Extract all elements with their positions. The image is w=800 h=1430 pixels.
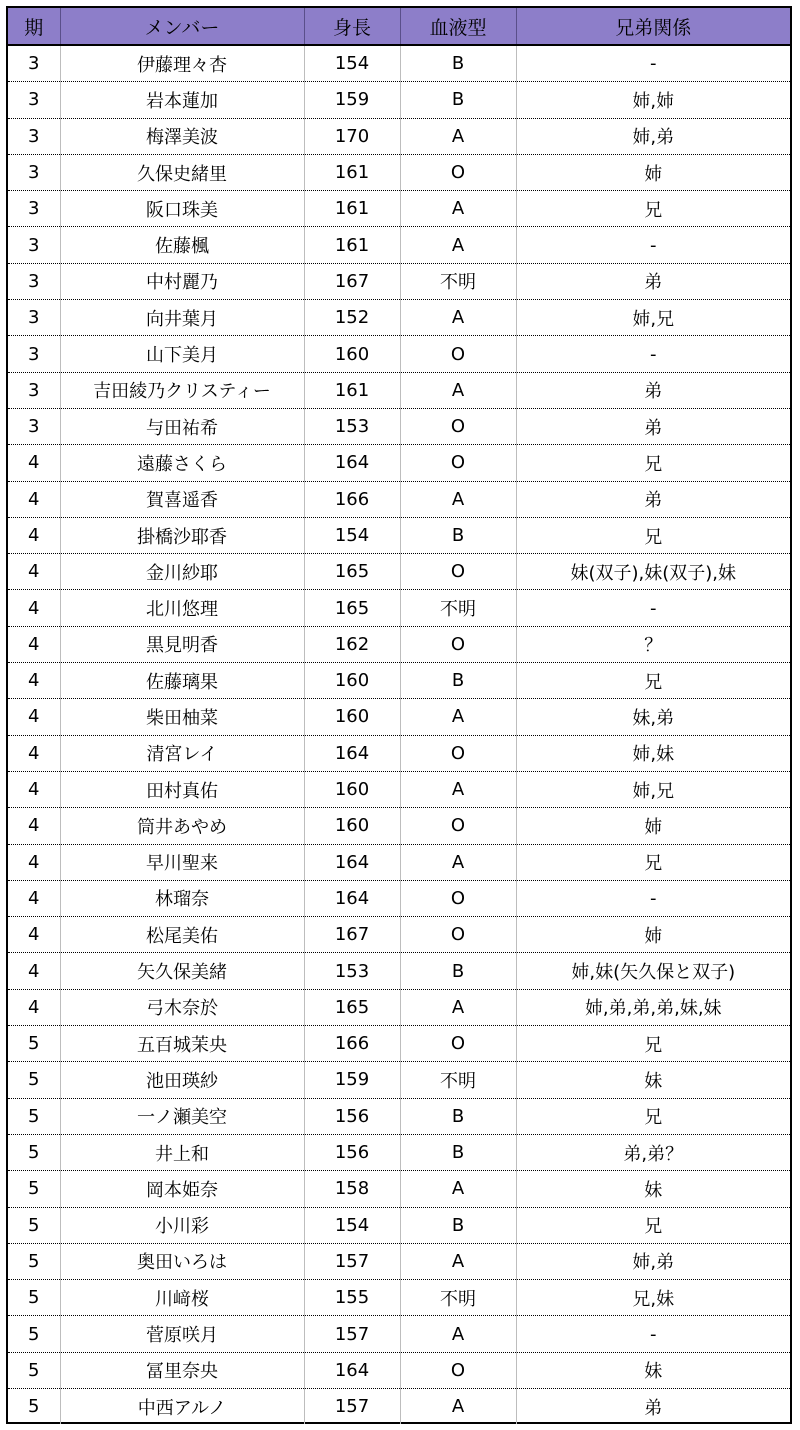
header-height: 身長 [304,8,400,45]
cell-siblings: 妹,弟 [516,699,790,735]
table-row [8,989,790,1025]
cell-generation: 5 [8,1171,60,1207]
cell-member: 岡本姫奈 [60,1171,304,1207]
cell-blood-type: B [400,1098,516,1134]
cell-height: 164 [304,735,400,771]
cell-height: 153 [304,408,400,444]
table-row [8,45,790,82]
cell-member: 松尾美佑 [60,917,304,953]
table-row [8,1280,790,1316]
cell-member: 林瑠奈 [60,880,304,916]
table-row [8,481,790,517]
cell-blood-type: A [400,191,516,227]
cell-member: 佐藤楓 [60,227,304,263]
cell-siblings: 弟 [516,1388,790,1424]
table-row [8,880,790,916]
table-row [8,118,790,154]
table-row [8,1388,790,1424]
cell-height: 162 [304,626,400,662]
table-row [8,1134,790,1170]
table-row [8,1171,790,1207]
cell-generation: 4 [8,626,60,662]
cell-height: 155 [304,1280,400,1316]
cell-blood-type: A [400,372,516,408]
cell-siblings: 妹 [516,1171,790,1207]
cell-member: 五百城茉央 [60,1026,304,1062]
cell-siblings: 姉,弟,弟,弟,妹,妹 [516,989,790,1025]
cell-blood-type: O [400,445,516,481]
cell-siblings: 兄 [516,517,790,553]
cell-blood-type: B [400,663,516,699]
cell-member: 賀喜遥香 [60,481,304,517]
cell-generation: 3 [8,372,60,408]
cell-blood-type: O [400,917,516,953]
cell-siblings: 姉,兄 [516,771,790,807]
cell-generation: 5 [28,1396,40,1418]
cell-height: 160 [304,699,400,735]
cell-siblings: ？ [516,626,790,662]
cell-height: 161 [304,191,400,227]
cell-blood-type: B [400,1207,516,1243]
cell-member: 早川聖来 [60,844,304,880]
cell-blood-type: 不明 [400,263,516,299]
cell-siblings: - [516,1316,790,1352]
cell-siblings: 姉,弟 [516,118,790,154]
cell-blood-type: O [400,336,516,372]
table-row [8,1098,790,1134]
cell-member: 遠藤さくら [60,445,304,481]
cell-height: 158 [304,1171,400,1207]
cell-height: 161 [304,372,400,408]
cell-height: 166 [304,1026,400,1062]
cell-blood-type: O [400,1352,516,1388]
cell-generation: 4 [8,663,60,699]
cell-member: 井上和 [60,1134,304,1170]
cell-member: 菅原咲月 [60,1316,304,1352]
cell-siblings: - [516,336,790,372]
table-row [8,699,790,735]
members-table-frame [6,6,792,1424]
cell-member: 中村麗乃 [60,263,304,299]
cell-height: 159 [304,82,400,118]
table-row [8,336,790,372]
cell-generation: 3 [8,300,60,336]
cell-siblings: 兄 [516,1207,790,1243]
cell-height: 154 [304,45,400,82]
cell-siblings: 弟 [516,372,790,408]
cell-blood-type: 不明 [400,1280,516,1316]
cell-height: 160 [304,808,400,844]
table-row [8,263,790,299]
table-header [8,8,790,45]
cell-height: 164 [304,445,400,481]
cell-generation: 5 [8,1316,60,1352]
table-row [8,735,790,771]
cell-member: 川﨑桜 [60,1280,304,1316]
cell-member: 与田祐希 [60,408,304,444]
cell-blood-type: A [400,227,516,263]
cell-generation: 4 [8,699,60,735]
cell-member: 伊藤理々杏 [60,45,304,82]
cell-generation: 4 [8,844,60,880]
cell-siblings: 兄 [516,663,790,699]
table-row [8,227,790,263]
cell-height: 156 [304,1098,400,1134]
table-row [8,408,790,444]
cell-height: 159 [304,1062,400,1098]
cell-height: 154 [304,1207,400,1243]
table-body [8,45,790,1424]
cell-siblings: 妹 [516,1062,790,1098]
cell-member: 池田瑛紗 [60,1062,304,1098]
cell-siblings: - [516,227,790,263]
cell-blood-type: O [400,808,516,844]
cell-blood-type: O [400,1026,516,1062]
cell-blood-type: B [400,45,516,82]
cell-generation: 3 [8,45,60,82]
cell-blood-type: B [400,1134,516,1170]
cell-blood-type: O [400,554,516,590]
cell-blood-type: 不明 [400,590,516,626]
cell-height: 160 [304,663,400,699]
cell-member: 阪口珠美 [60,191,304,227]
table-row [8,1207,790,1243]
cell-generation: 4 [8,590,60,626]
header-siblings: 兄弟関係 [516,8,790,45]
cell-member: 筒井あやめ [60,808,304,844]
cell-generation: 5 [8,1098,60,1134]
cell-member: 佐藤璃果 [60,663,304,699]
cell-blood-type: B [400,82,516,118]
cell-generation: 5 [8,1207,60,1243]
cell-height: 170 [304,118,400,154]
table-row [8,554,790,590]
cell-height: 167 [304,917,400,953]
cell-member: 柴田柚菜 [60,699,304,735]
table-row [8,917,790,953]
cell-siblings: 妹(双子),妹(双子),妹 [516,554,790,590]
cell-member: 一ノ瀬美空 [60,1098,304,1134]
cell-height: 165 [304,989,400,1025]
table-row [8,191,790,227]
cell-blood-type: A [400,1243,516,1279]
table-row [8,1243,790,1279]
cell-height: 156 [304,1134,400,1170]
cell-height: 165 [304,554,400,590]
cell-member: 奥田いろは [60,1243,304,1279]
cell-generation: 5 [8,1352,60,1388]
cell-generation: 5 [8,1134,60,1170]
cell-siblings: 兄,妹 [516,1280,790,1316]
cell-member: 黒見明香 [60,626,304,662]
table-row [8,1062,790,1098]
cell-height: 167 [304,263,400,299]
cell-siblings: - [516,880,790,916]
cell-blood-type: A [400,481,516,517]
members-table [8,8,790,1424]
cell-height: 154 [304,517,400,553]
cell-generation: 3 [8,263,60,299]
table-row [8,590,790,626]
cell-height: 166 [304,481,400,517]
cell-generation: 4 [8,445,60,481]
header-row [8,8,790,45]
cell-siblings: 姉 [516,154,790,190]
cell-siblings: 姉,兄 [516,300,790,336]
table-row [8,626,790,662]
cell-member: 小川彩 [60,1207,304,1243]
cell-generation: 5 [8,1026,60,1062]
cell-siblings: 姉 [516,808,790,844]
cell-blood-type: O [400,735,516,771]
cell-height: 157 [304,1388,400,1424]
table-row [8,445,790,481]
cell-blood-type: A [400,989,516,1025]
cell-height: 164 [304,1352,400,1388]
table-row [8,1026,790,1062]
cell-siblings: 弟 [516,408,790,444]
cell-member: 久保史緒里 [60,154,304,190]
cell-generation: 5 [8,1280,60,1316]
cell-member: 清宮レイ [60,735,304,771]
cell-generation: 3 [8,336,60,372]
cell-generation: 3 [8,118,60,154]
cell-blood-type: B [400,517,516,553]
cell-blood-type: A [400,118,516,154]
cell-member: 北川悠理 [60,590,304,626]
cell-member: 梅澤美波 [60,118,304,154]
cell-generation: 4 [8,554,60,590]
cell-siblings: 弟 [516,263,790,299]
cell-blood-type: A [400,699,516,735]
header-blood-type: 血液型 [400,8,516,45]
cell-siblings: 姉,姉 [516,82,790,118]
cell-siblings: - [516,45,790,82]
cell-height: 161 [304,227,400,263]
cell-blood-type: A [400,1388,516,1424]
table-row [8,517,790,553]
cell-height: 157 [304,1316,400,1352]
cell-height: 152 [304,300,400,336]
table-row [8,771,790,807]
cell-generation: 5 [8,1062,60,1098]
cell-height: 160 [304,771,400,807]
table-row [8,154,790,190]
cell-blood-type: B [400,953,516,989]
cell-blood-type: O [400,408,516,444]
cell-generation: 4 [8,481,60,517]
cell-blood-type: A [400,1171,516,1207]
cell-siblings: 姉,弟 [516,1243,790,1279]
cell-siblings: 兄 [516,844,790,880]
cell-generation: 3 [8,82,60,118]
cell-member: 田村真佑 [60,771,304,807]
table-row [8,953,790,989]
cell-siblings: 兄 [516,1026,790,1062]
cell-member: 中西アルノ [60,1388,304,1424]
cell-blood-type: A [400,1316,516,1352]
cell-siblings: 兄 [516,445,790,481]
cell-height: 160 [304,336,400,372]
cell-siblings: 弟 [516,481,790,517]
cell-generation: 4 [8,517,60,553]
cell-member: 山下美月 [60,336,304,372]
cell-generation: 4 [8,735,60,771]
cell-member: 向井葉月 [60,300,304,336]
cell-height: 164 [304,844,400,880]
cell-siblings: 姉,妹(矢久保と双子) [516,953,790,989]
cell-blood-type: A [400,771,516,807]
cell-generation: 3 [8,227,60,263]
cell-siblings: 姉,妹 [516,735,790,771]
cell-member: 岩本蓮加 [60,82,304,118]
cell-blood-type: O [400,154,516,190]
cell-member: 吉田綾乃クリスティー [60,372,304,408]
cell-generation: 3 [8,408,60,444]
cell-generation: 3 [8,154,60,190]
cell-siblings: - [516,590,790,626]
header-generation: 期 [8,8,60,45]
cell-height: 157 [304,1243,400,1279]
cell-generation: 4 [8,917,60,953]
table-row [8,1316,790,1352]
cell-generation: 3 [8,191,60,227]
cell-blood-type: O [400,626,516,662]
table-row [8,844,790,880]
table-row [8,808,790,844]
table-row [8,300,790,336]
cell-blood-type: A [400,844,516,880]
cell-generation: 4 [8,953,60,989]
table-row [8,372,790,408]
cell-generation: 5 [8,1243,60,1279]
cell-siblings: 兄 [516,191,790,227]
cell-height: 164 [304,880,400,916]
table-row [8,663,790,699]
cell-height: 153 [304,953,400,989]
cell-siblings: 弟,弟？ [516,1134,790,1170]
cell-member: 弓木奈於 [60,989,304,1025]
cell-member: 掛橋沙耶香 [60,517,304,553]
cell-member: 冨里奈央 [60,1352,304,1388]
table-row [8,1352,790,1388]
cell-blood-type: A [400,300,516,336]
cell-blood-type: 不明 [400,1062,516,1098]
cell-generation: 4 [8,771,60,807]
header-member: メンバー [60,8,304,45]
cell-member: 矢久保美緒 [60,953,304,989]
cell-generation: 4 [8,989,60,1025]
cell-height: 161 [304,154,400,190]
cell-siblings: 妹 [516,1352,790,1388]
cell-siblings: 兄 [516,1098,790,1134]
cell-generation: 4 [8,880,60,916]
table-row [8,82,790,118]
cell-siblings: 姉 [516,917,790,953]
cell-blood-type: O [400,880,516,916]
cell-generation: 4 [8,808,60,844]
cell-member: 金川紗耶 [60,554,304,590]
cell-height: 165 [304,590,400,626]
